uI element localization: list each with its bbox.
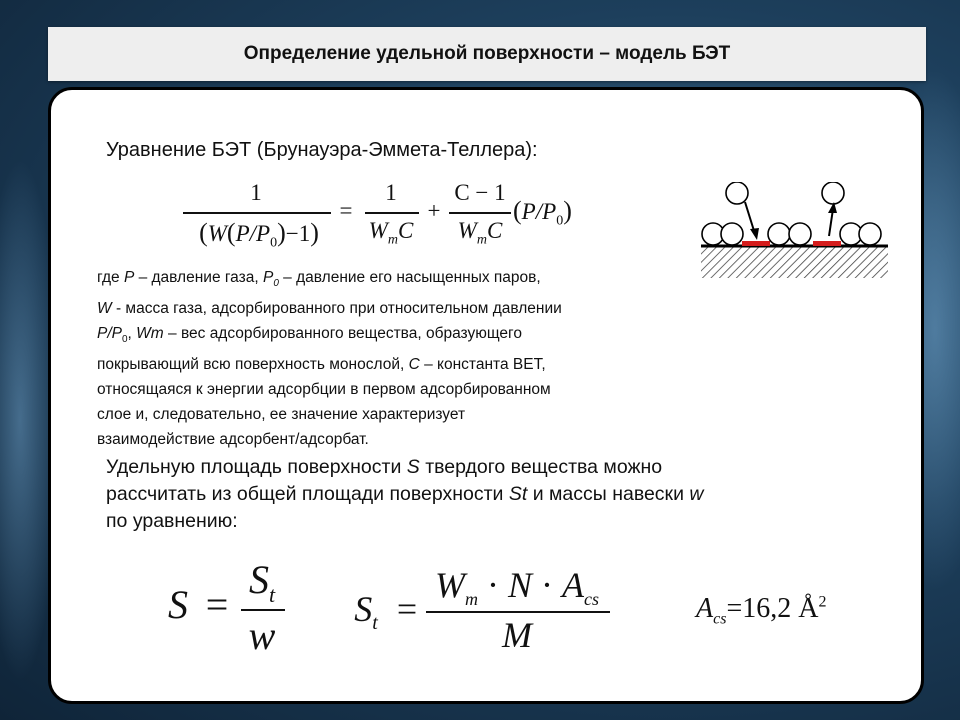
rhs2-denominator: $W_mC$ <box>457 218 503 248</box>
acs-value: $A_{cs}=16,2$ $Å^2$ <box>696 593 827 628</box>
desc-line: где P – давление газа, $P_0$ – давление его насыщенных паров, <box>97 269 541 290</box>
variable-description <box>97 265 562 452</box>
s-symbol: S <box>168 582 188 627</box>
pressure-ratio: $(P/P_0)$ <box>513 196 572 229</box>
slide-title-bar <box>48 27 926 81</box>
w-denominator: w <box>248 613 276 658</box>
rhs2-fraction-bar <box>449 212 511 214</box>
para-line: Удельную площадь поверхности S твердого вещества можно <box>106 456 663 478</box>
rhs1-fraction-bar <box>365 212 419 214</box>
equals-sign: = <box>205 582 229 627</box>
adsorbate-patch-left <box>742 241 770 246</box>
lhs-fraction-bar <box>183 212 331 214</box>
desc-line: слое и, следовательно, ее значение характеризует <box>97 406 466 424</box>
equals-sign: = <box>396 589 418 629</box>
desc-line: W - масса газа, адсорбированного при относительном давлении <box>97 300 562 318</box>
st-numerator: $S_t$ <box>248 557 276 607</box>
m-denominator: M <box>502 615 532 655</box>
fraction-bar <box>426 611 610 613</box>
desc-line: относящаяся к энергии адсорбции в первом адсорбированном <box>97 381 551 399</box>
total-area-equation <box>346 564 616 664</box>
lhs-numerator: 1 <box>250 180 262 205</box>
slide-title: Определение удельной поверхности – модель БЭТ <box>243 43 731 64</box>
adsorption-diagram <box>696 182 896 282</box>
product-numerator: $W_m \cdot N \cdot A_{cs}$ <box>434 565 599 610</box>
desc-line: взаимодействие адсорбент/адсорбат. <box>97 431 369 449</box>
st-symbol: $S_t$ <box>354 589 378 635</box>
content-card <box>48 87 924 704</box>
para-line: по уравнению: <box>106 510 238 532</box>
para-line: рассчитать из общей площади поверхности St и массы навески w <box>106 483 704 505</box>
lhs-denominator: $(W(P/P_0)-1)$ <box>199 218 319 251</box>
plus-sign: + <box>427 198 441 223</box>
rhs1-numerator: 1 <box>385 180 397 205</box>
desc-line: покрывающий всю поверхность монослой, C – константа BET, <box>97 356 546 374</box>
bet-heading: Уравнение БЭТ (Брунауэра-Эммета-Теллера): <box>106 139 538 161</box>
monolayer-molecules <box>702 182 881 245</box>
bet-equation <box>181 180 601 260</box>
rhs2-numerator: C − 1 <box>454 180 506 205</box>
rhs1-denominator: $W_mC$ <box>368 218 414 248</box>
adsorbate-patch-right <box>813 241 841 246</box>
substrate-hatch <box>701 246 888 278</box>
specific-area-paragraph <box>106 454 873 535</box>
desc-line: $P/P_0$, Wm – вес адсорбированного вещества, образующего <box>97 325 522 346</box>
equals-sign: = <box>339 198 353 223</box>
specific-area-equation <box>161 556 286 666</box>
fraction-bar <box>241 609 285 611</box>
desorption-arrow <box>829 209 833 236</box>
